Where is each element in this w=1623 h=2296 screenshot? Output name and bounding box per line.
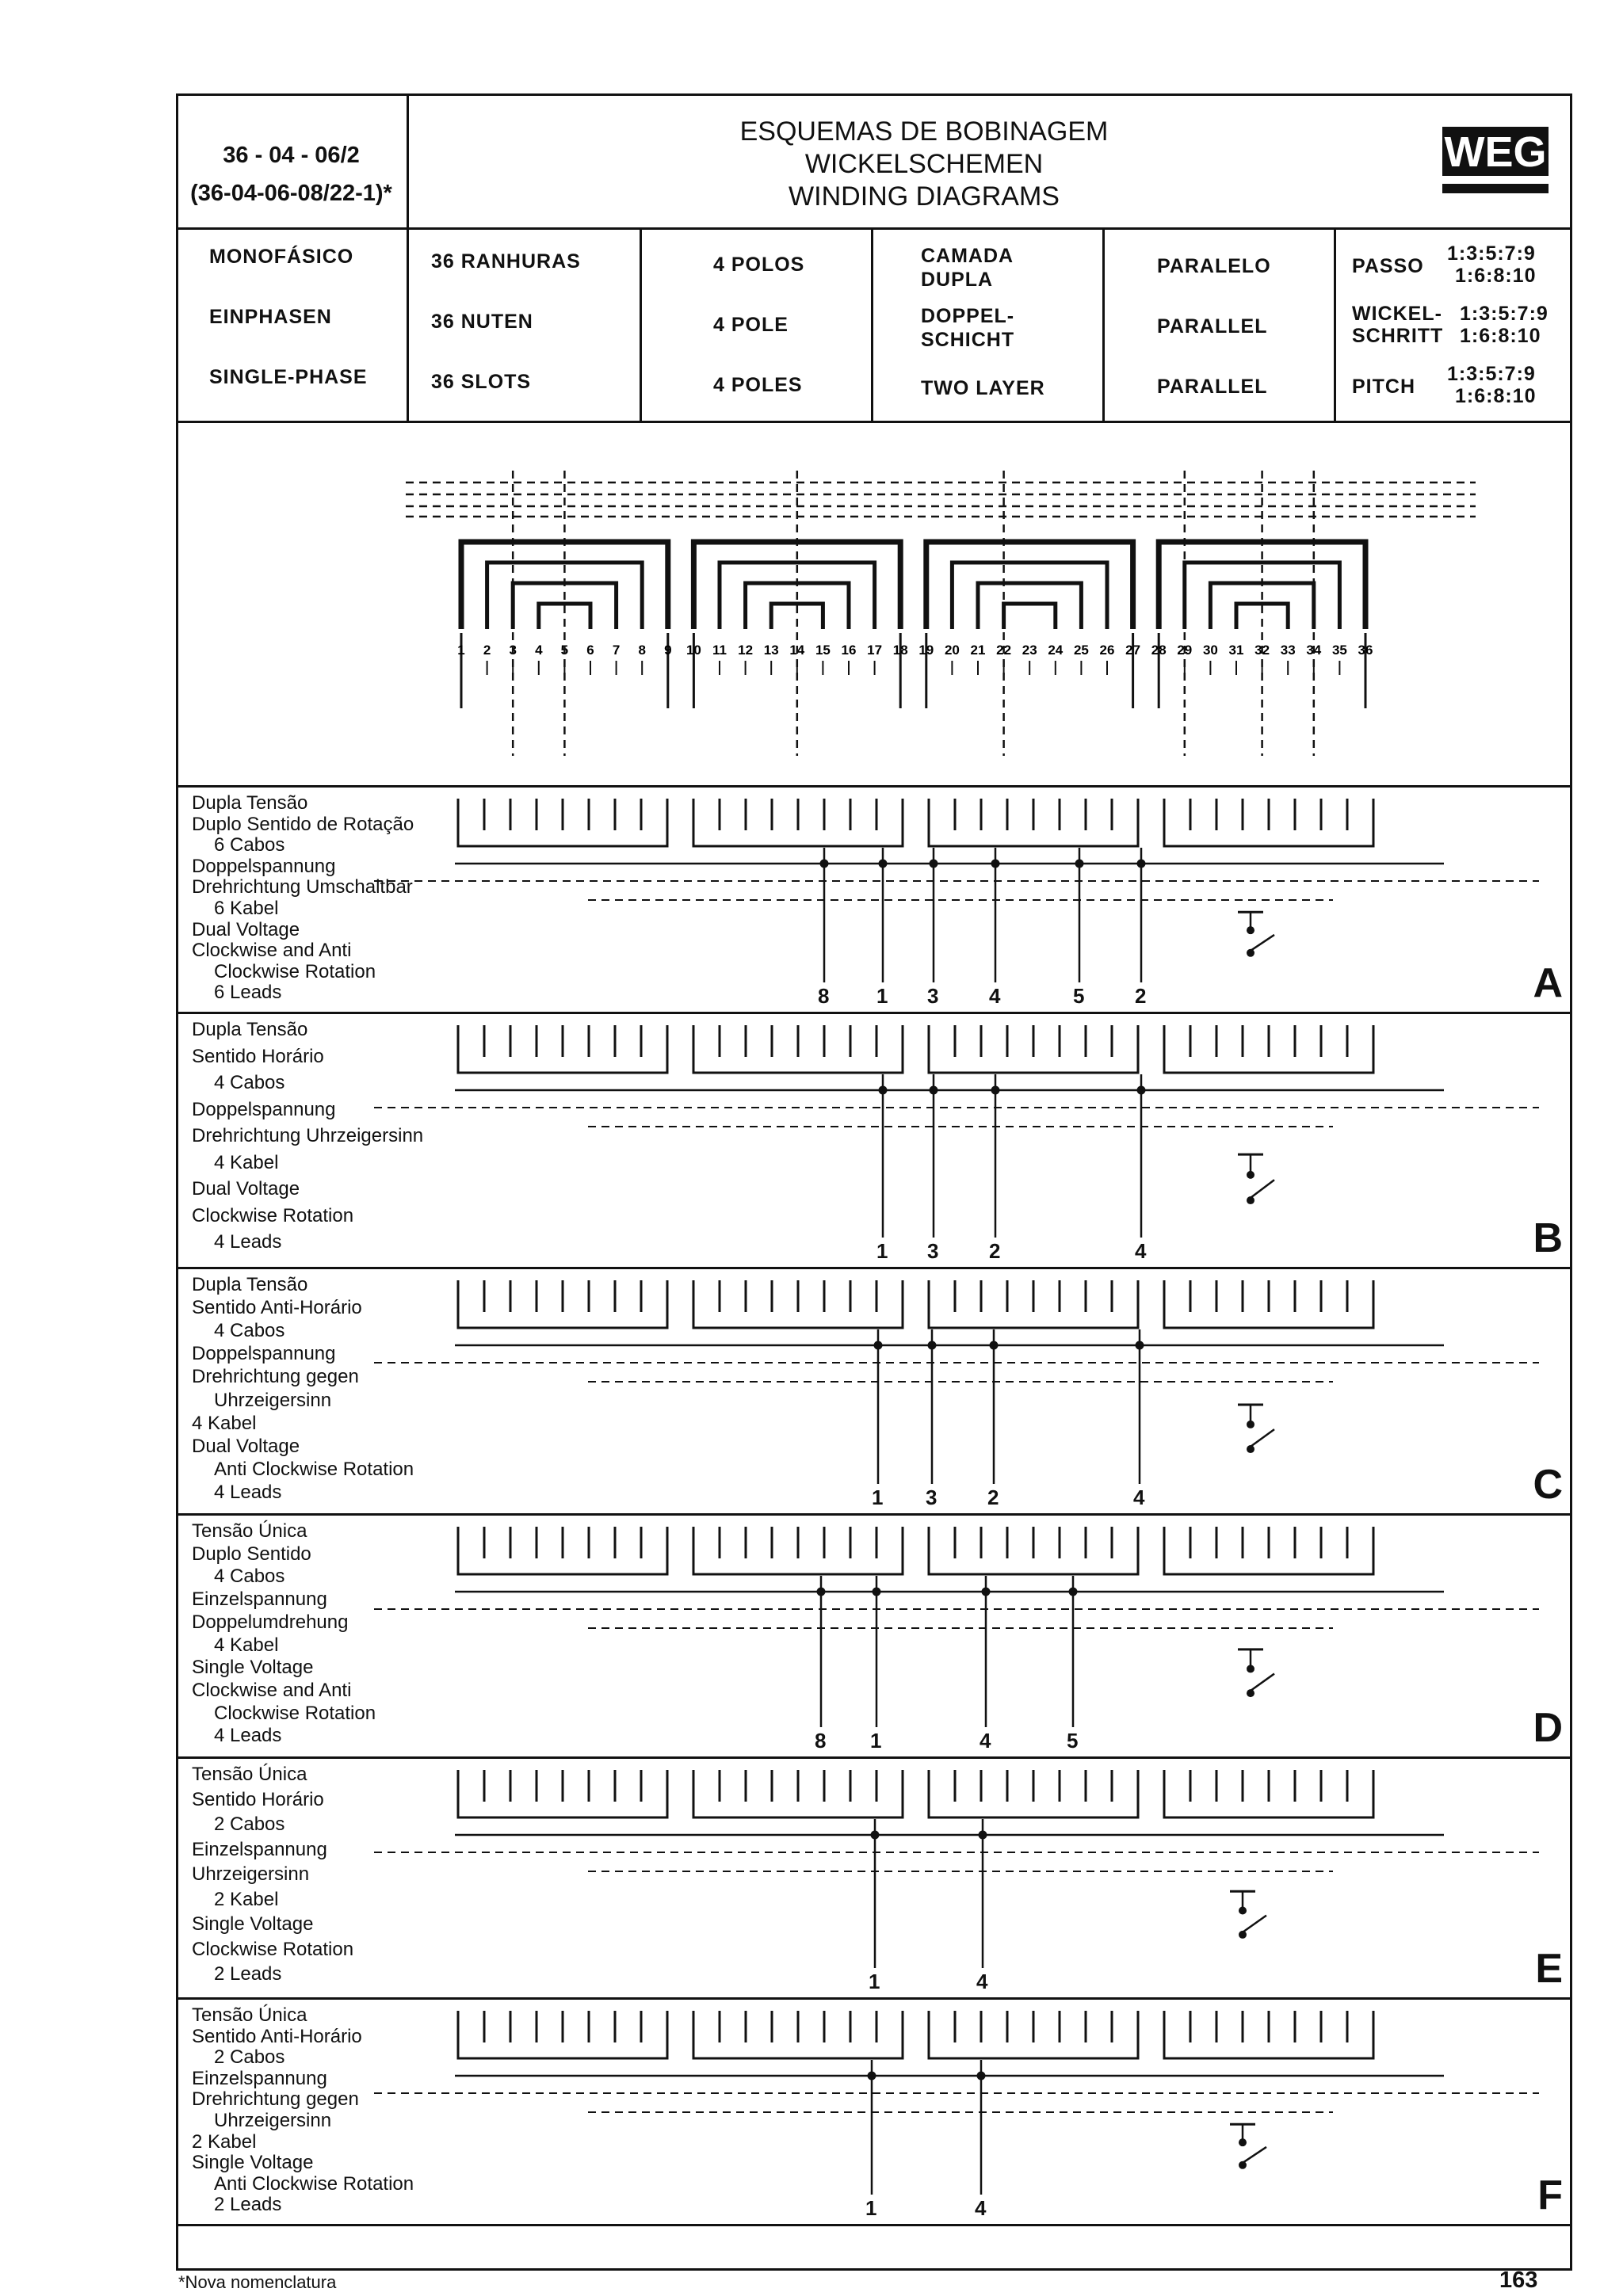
lead-label: 5 [1073,984,1085,1008]
panel-text-line: 6 Kabel [214,898,279,919]
slot-number: 1 [457,643,465,658]
panel-letter: A [1533,960,1563,1006]
slot-number: 11 [712,643,727,658]
slot-number: 16 [841,643,857,658]
spec-col-connection: PARALELO PARALLEL PARALLEL [1105,230,1336,423]
panel-text-line: 2 Leads [214,1963,282,1985]
switch-blade [1251,1180,1274,1198]
junction-dot [990,1341,999,1350]
connection-panel-d [176,1516,1572,1759]
logo-text: WEG [1444,128,1547,176]
coil [1004,604,1056,629]
panel-text-line: Tensão Única [192,1520,307,1542]
slot-number: 10 [685,643,701,658]
switch-node [1247,949,1254,957]
panel-text-line: Uhrzeigersinn [192,1863,310,1886]
junction-dot [991,1086,1000,1095]
coil [952,563,1107,629]
panel-text-line: Single Voltage [192,1657,314,1679]
slot-number: 17 [867,643,883,658]
slot-number: 25 [1073,643,1089,658]
panel-text-line: Drehrichtung Uhrzeigersinn [192,1125,424,1147]
coil [978,583,1081,629]
slot-number: 29 [1177,643,1193,658]
slot-number: 36 [1358,643,1373,658]
lead-label: 4 [1135,1239,1147,1263]
panel-text-line: Einzelspannung [192,1589,327,1611]
lead-label: 1 [870,1729,882,1753]
junction-dot [1137,860,1146,868]
junction-dot [879,1086,888,1095]
panel-text-line: Einzelspannung [192,2067,327,2089]
slot-number: 9 [664,643,672,658]
connection-panel-c [176,1269,1572,1516]
connection-panel-e [176,1759,1572,2000]
lead-label: 4 [1133,1486,1145,1509]
spec-col-pitch: PASSO WICKEL-SCHRITT PITCH 1:3:5:7:9 1:6:8:10 1:3:5:7:9 1:6:8:10 1:3:5:7:9 1:6:8:10 [1352,242,1549,407]
slot-number: 28 [1151,643,1167,658]
panel-drawing [176,1014,1572,1269]
panel-text-line: Dupla Tensão [192,1019,308,1040]
panel-letter: F [1537,2172,1563,2218]
lead-label: 1 [865,2196,877,2220]
switch-node [1239,2138,1247,2146]
slot-number: 8 [638,643,646,658]
slot-number: 32 [1254,643,1270,658]
title-pt: ESQUEMAS DE BOBINAGEM [739,116,1109,147]
panel-letter: E [1535,1946,1563,1992]
panel-letter: D [1533,1705,1563,1751]
panel-text-line: Duplo Sentido de Rotação [192,813,414,835]
switch-node [1247,1196,1254,1204]
junction-dot [820,860,829,868]
panel-text-line: Uhrzeigersinn [214,2110,332,2131]
lead-label: 3 [926,1486,938,1509]
lead-label: 1 [876,1239,888,1263]
coil [926,542,1133,629]
diagram-code: 36 - 04 - 06/2 [223,143,360,168]
slot-number: 7 [612,643,621,658]
title-de: WICKELSCHEMEN [804,149,1044,179]
switch-blade [1251,1674,1274,1691]
panel-text-line: Sentido Horário [192,1788,324,1810]
connection-panel-f [176,2000,1572,2226]
spec-col-phase: MONOFÁSICO EINPHASEN SINGLE-PHASE [176,230,409,423]
panel-text-line: 4 Cabos [214,1072,285,1094]
switch-blade [1243,1916,1266,1932]
lead-label: 1 [869,1970,880,1993]
switch-node [1247,926,1254,934]
panel-text-line: Tensão Única [192,2004,307,2026]
slot-number: 6 [586,643,594,658]
lead-label: 4 [976,1970,988,1993]
panel-text-line: Drehrichtung gegen [192,2088,359,2111]
junction-dot [817,1588,826,1596]
footnote: *Nova nomenclatura [178,2272,337,2292]
panel-text-line: 4 Kabel [192,1412,257,1434]
panel-text-line: 2 Kabel [214,1888,279,1910]
winding-diagram [176,423,1572,788]
junction-dot [977,2072,986,2081]
panel-text-line: Dupla Tensão [192,1274,308,1295]
lead-label: 1 [876,984,888,1008]
lead-label: 8 [818,984,830,1008]
panel-text-line: 4 Cabos [214,1320,285,1342]
junction-dot [930,860,938,868]
junction-dot [979,1831,987,1840]
slot-number: 33 [1280,643,1296,658]
switch-node [1239,1931,1247,1939]
panel-text-line: Drehrichtung gegen [192,1366,359,1388]
panel-text-line: Dual Voltage [192,918,300,940]
panel-text-line: 4 Leads [214,1231,282,1253]
panel-drawing [176,788,1572,1014]
switch-node [1247,1445,1254,1453]
panel-drawing [176,1759,1572,2000]
panel-text-line: Sentido Anti-Horário [192,1297,362,1319]
panel-drawing [176,1269,1572,1516]
spec-col-slots: 36 RANHURAS 36 NUTEN 36 SLOTS [409,230,642,423]
panel-text-line: Doppelspannung [192,1343,336,1365]
connection-panel-a [176,788,1572,1014]
slot-number: 5 [560,643,569,658]
panel-text-line: Sentido Horário [192,1045,324,1067]
junction-dot [991,860,1000,868]
slot-number: 14 [789,643,805,658]
panel-drawing [176,2000,1572,2226]
junction-dot [928,1341,937,1350]
junction-dot [982,1588,991,1596]
panel-text-line: Einzelspannung [192,1838,327,1860]
diagram-code-box [176,93,409,230]
title-block [409,93,1439,230]
specs-table [176,230,1572,423]
panel-text-line: 6 Cabos [214,834,285,856]
slot-number: 3 [509,643,517,658]
lead-label: 2 [1135,984,1147,1008]
junction-dot [874,1341,883,1350]
switch-node [1247,1421,1254,1428]
panel-text-line: Sentido Anti-Horário [192,2025,362,2047]
panel-letter: C [1533,1462,1563,1508]
lead-label: 2 [987,1486,999,1509]
slot-number: 22 [996,643,1012,658]
panel-text-line: Tensão Única [192,1764,307,1785]
panel-text-line: Doppelspannung [192,1098,336,1120]
slot-number: 34 [1306,643,1322,658]
panel-text-line: Drehrichtung Umschaltbar [192,876,413,898]
slot-number: 30 [1202,643,1218,658]
slot-number: 23 [1022,643,1037,658]
panel-text-line: 2 Cabos [214,2046,285,2069]
panel-text-line: 2 Cabos [214,1814,285,1836]
slot-number: 26 [1099,643,1115,658]
panel-text-line: Single Voltage [192,2152,314,2174]
panel-text-line: Clockwise Rotation [192,1938,354,1960]
lead-label: 2 [989,1239,1001,1263]
lead-label: 3 [927,1239,939,1263]
panel-text-line: Anti Clockwise Rotation [214,1458,414,1480]
lead-label: 8 [815,1729,827,1753]
panel-drawing [176,1516,1572,1759]
connection-panel-b [176,1014,1572,1269]
panel-text-line: 4 Cabos [214,1566,285,1588]
slot-number: 20 [944,643,960,658]
spec-col-poles: 4 POLOS 4 POLE 4 POLES [642,230,873,423]
switch-node [1239,2161,1247,2169]
switch-node [1247,1689,1254,1697]
panel-letter: B [1533,1215,1563,1261]
panel-text-line: Dual Voltage [192,1178,300,1200]
slot-number: 35 [1331,643,1347,658]
switch-blade [1251,935,1274,951]
winding-diagram-svg [176,423,1572,788]
switch-node [1239,1907,1247,1915]
panel-text-line: Anti Clockwise Rotation [214,2172,414,2195]
slot-number: 15 [815,643,831,658]
slot-number: 21 [970,643,986,658]
lead-label: 4 [980,1729,991,1753]
panel-text-line: 4 Kabel [214,1151,279,1173]
panel-text-line: Clockwise and Anti [192,940,352,962]
panel-text-line: Clockwise Rotation [214,960,376,982]
junction-dot [1137,1086,1146,1095]
panel-text-line: 2 Leads [214,2194,282,2216]
panel-text-line: Doppelumdrehung [192,1611,349,1633]
panel-text-line: Dupla Tensão [192,792,308,814]
panel-text-line: 2 Kabel [192,2130,257,2153]
panel-text-line: Duplo Sentido [192,1543,311,1565]
weg-logo [1436,120,1555,208]
panel-text-line: 4 Leads [214,1725,282,1747]
slot-number: 12 [738,643,754,658]
panel-text-line: Single Voltage [192,1913,314,1936]
panel-text-line: Dual Voltage [192,1435,300,1457]
junction-dot [868,2072,876,2081]
switch-blade [1243,2147,1266,2163]
junction-dot [879,860,888,868]
junction-dot [1069,1588,1078,1596]
junction-dot [873,1588,881,1596]
slot-number: 19 [918,643,934,658]
switch-node [1247,1665,1254,1672]
panel-text-line: 4 Leads [214,1481,282,1503]
switch-blade [1251,1429,1274,1447]
slot-number: 4 [535,643,543,658]
lead-label: 5 [1067,1729,1079,1753]
panel-text-line: Uhrzeigersinn [214,1389,332,1411]
panel-text-line: 4 Kabel [214,1634,279,1656]
slot-number: 31 [1228,643,1244,658]
lead-label: 3 [927,984,939,1008]
panel-text-line: Clockwise Rotation [192,1204,354,1226]
slot-number: 18 [892,643,908,658]
panel-text-line: Doppelspannung [192,855,336,877]
switch-node [1247,1171,1254,1179]
junction-dot [1075,860,1084,868]
lead-label: 4 [975,2196,987,2220]
panel-text-line: 6 Leads [214,982,282,1004]
junction-dot [871,1831,880,1840]
junction-dot [1136,1341,1144,1350]
lead-label: 4 [989,984,1001,1008]
panel-text-line: Clockwise Rotation [214,1702,376,1724]
junction-dot [930,1086,938,1095]
lead-label: 1 [872,1486,884,1509]
page-number: 163 [1499,2267,1538,2293]
title-en: WINDING DIAGRAMS [789,181,1060,212]
slot-number: 2 [483,643,491,658]
diagram-code-alt: (36-04-06-08/22-1)* [190,181,392,206]
slot-number: 13 [763,643,779,658]
panel-text-line: Clockwise and Anti [192,1679,352,1701]
spec-col-layer: CAMADA DUPLA DOPPEL-SCHICHT TWO LAYER [873,230,1105,423]
slot-number: 24 [1048,643,1064,658]
slot-number: 27 [1125,643,1141,658]
